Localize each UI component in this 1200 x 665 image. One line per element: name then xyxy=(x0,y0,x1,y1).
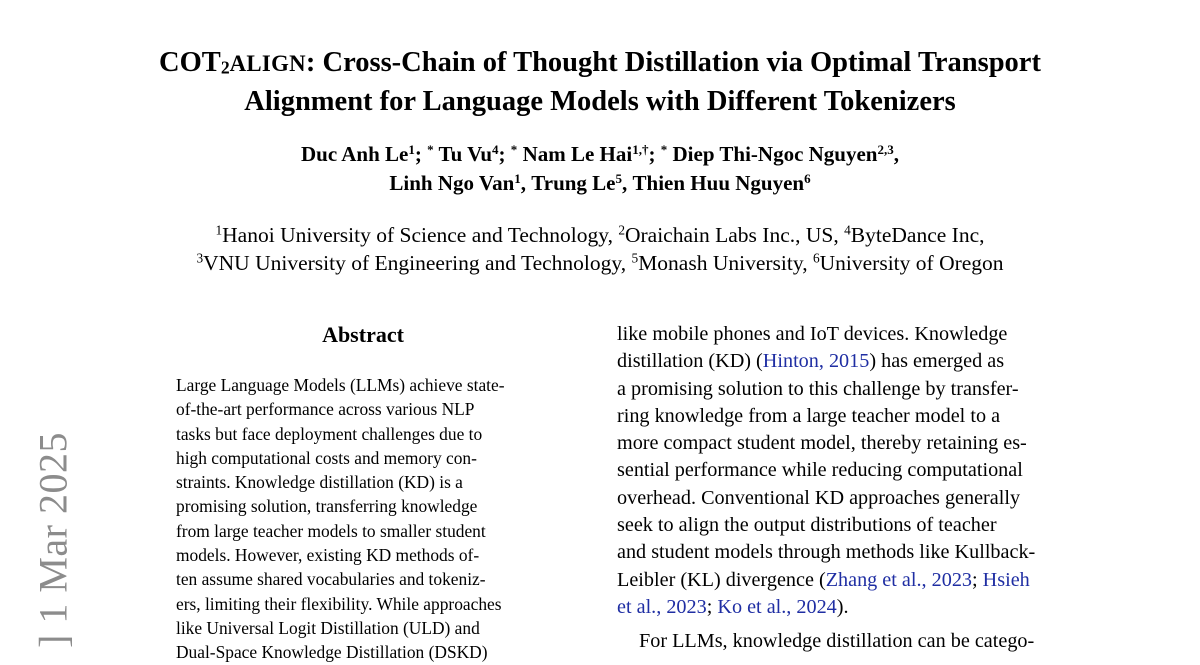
body-line: and student models through methods like Kullback- xyxy=(617,541,1036,564)
abstract-line: models. However, existing KD methods of- xyxy=(176,545,480,566)
body-line: overhead. Conventional KD approaches generally xyxy=(617,486,1021,509)
abstract-body xyxy=(176,373,550,665)
abstract-line: Dual-Space Knowledge Distillation (DSKD) xyxy=(176,642,488,663)
author: Thien Huu Nguyen$^6$ xyxy=(632,170,811,195)
abstract-line: like Universal Logit Distillation (ULD) and xyxy=(176,617,480,638)
body-line: For LLMs, knowledge distillation can be catego- xyxy=(639,630,1035,653)
author: Duc Anh Le$^1$; * xyxy=(300,141,434,166)
author-line-2 xyxy=(100,169,1100,198)
abstract-line: straints. Knowledge distillation (KD) is a xyxy=(176,472,463,493)
author: Linh Ngo Van$^1$, xyxy=(389,170,532,195)
title-line-1: COT2ALIGN: Cross-Chain of Thought Distillation via Optimal Transport xyxy=(159,47,1041,78)
abstract-line: of-the-art performance across various NLP xyxy=(176,399,475,420)
body-line: distillation (KD) (Hinton, 2015) has emerged as xyxy=(617,350,1005,373)
abstract-heading: Abstract xyxy=(322,322,404,347)
citation-link[interactable]: Zhang et al., 2023 xyxy=(825,568,973,591)
paper-title xyxy=(100,46,1100,119)
body-line: more compact student model, thereby retaining es- xyxy=(617,432,1027,455)
body-line: Leibler (KL) divergence (Zhang et al., 2023; Hsieh xyxy=(617,568,1030,591)
affiliation-line-2 xyxy=(100,249,1100,277)
abstract-line: promising solution, transferring knowledge xyxy=(176,496,478,517)
abstract-line: from large teacher models to smaller student xyxy=(176,520,486,541)
citation-link[interactable]: Ko et al., 2024 xyxy=(717,595,837,618)
citation-link[interactable]: et al., 2023 xyxy=(617,595,707,618)
author-list xyxy=(100,140,1100,198)
author: Nam Le Hai$^{1,\dagger}$; * xyxy=(522,141,668,166)
body-line: ring knowledge from a large teacher model to a xyxy=(617,404,1001,427)
affiliation: $^2$Oraichain Labs Inc., US, xyxy=(618,222,845,247)
citation-link[interactable]: Hsieh xyxy=(982,568,1030,591)
affiliation: $^6$University of Oregon xyxy=(812,250,1004,275)
body-line: a promising solution to this challenge by transfer- xyxy=(617,377,1019,400)
body-column xyxy=(617,321,1058,656)
affiliation: $^4$ByteDance Inc, xyxy=(844,222,985,247)
author-line-1 xyxy=(100,140,1100,169)
author: Trung Le$^5$, xyxy=(531,170,633,195)
affiliation: $^5$Monash University, xyxy=(631,250,813,275)
author: Diep Thi-Ngoc Nguyen$^{2,3}$, xyxy=(672,141,900,166)
affiliation-list xyxy=(100,221,1100,277)
title-line-2: Alignment for Language Models with Different Tokenizers xyxy=(244,85,956,117)
body-line: sential performance while reducing computational xyxy=(617,459,1023,482)
affiliation: $^1$Hanoi University of Science and Technology, xyxy=(215,222,619,247)
citation-link[interactable]: Hinton, 2015 xyxy=(762,350,870,373)
body-line: like mobile phones and IoT devices. Knowledge xyxy=(617,323,1008,345)
affiliation: $^3$VNU University of Engineering and Technology, xyxy=(196,250,632,275)
abstract-line: ten assume shared vocabularies and tokeniz- xyxy=(176,569,486,590)
author: Tu Vu$^4$; * xyxy=(438,141,518,166)
body-line: et al., 2023; Ko et al., 2024). xyxy=(617,595,849,618)
abstract-line: ers, limiting their flexibility. While approaches xyxy=(176,593,502,614)
abstract-line: tasks but face deployment challenges due to xyxy=(176,423,483,444)
abstract-line: high computational costs and memory con- xyxy=(176,447,477,468)
body-line: seek to align the output distributions of teacher xyxy=(617,514,997,537)
arxiv-stamp: ] 1 Mar 2025 xyxy=(30,432,76,648)
abstract-line: Large Language Models (LLMs) achieve state- xyxy=(176,375,505,395)
affiliation-line-1 xyxy=(100,221,1100,249)
